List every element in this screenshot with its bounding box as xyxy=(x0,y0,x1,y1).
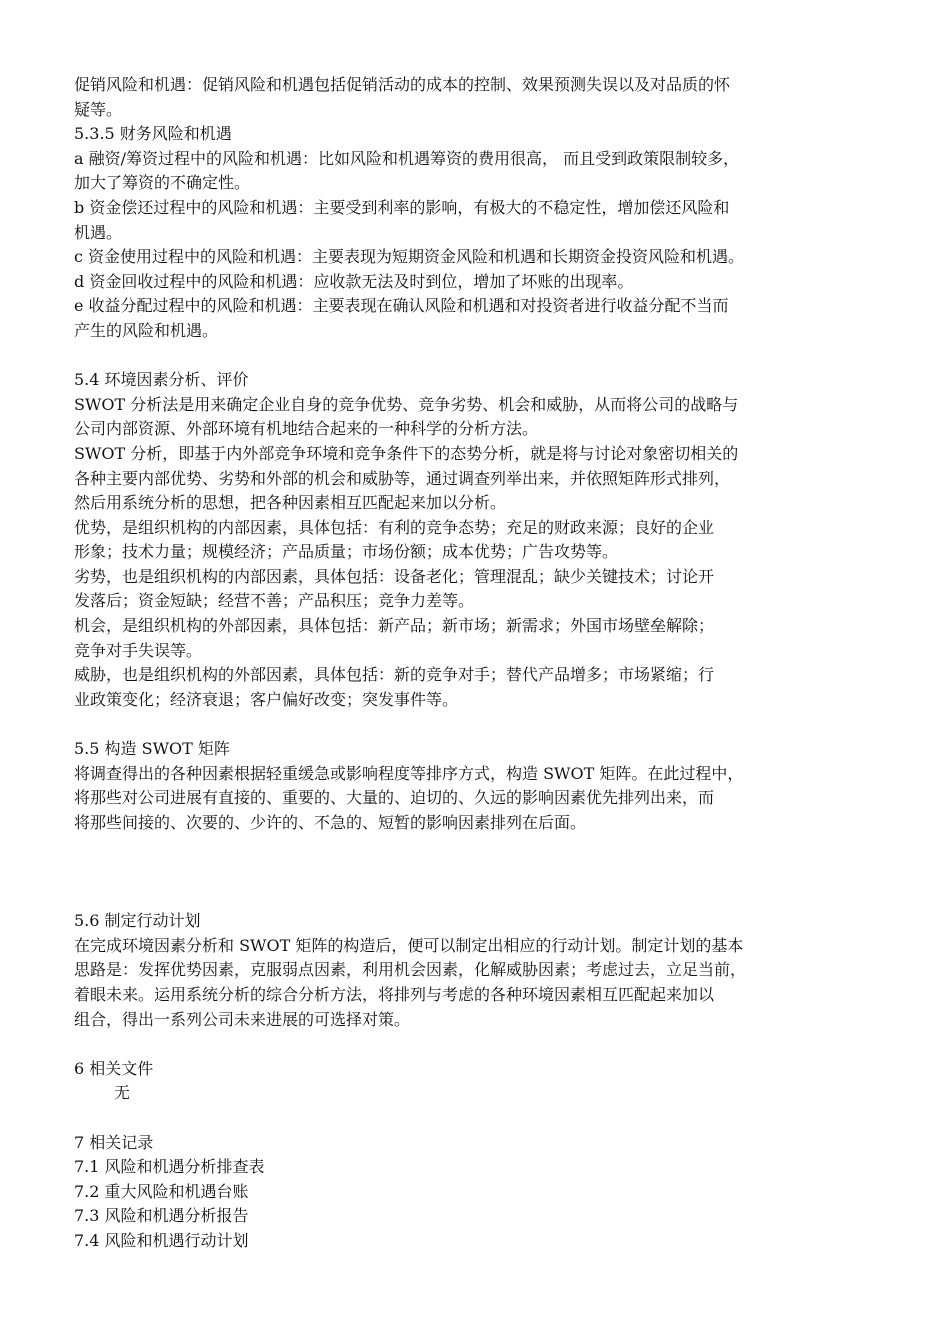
paragraph-line: a 融资/筹资过程中的风险和机遇：比如风险和机遇筹资的费用很高， 而且受到政策限制较多， xyxy=(74,148,740,168)
section-heading: 5.6 制定行动计划 xyxy=(74,911,201,931)
paragraph-line: b 资金偿还过程中的风险和机遇：主要受到利率的影响，有极大的不稳定性，增加偿还风险和 xyxy=(74,197,730,217)
paragraph-line: 在完成环境因素分析和 SWOT 矩阵的构造后，便可以制定出相应的行动计划。制定计划的基本 xyxy=(74,935,744,955)
paragraph-line: 产生的风险和机遇。 xyxy=(74,320,219,340)
paragraph-line: 将那些对公司进展有直接的、重要的、大量的、迫切的、久远的影响因素优先排列出来，而 xyxy=(74,788,715,808)
paragraph-line: 竞争对手失误等。 xyxy=(74,640,203,660)
blank-spacer xyxy=(74,885,874,910)
paragraph-line: 然后用系统分析的思想，把各种因素相互匹配起来加以分析。 xyxy=(74,493,507,513)
paragraph-line: SWOT 分析法是用来确定企业自身的竞争优势、竞争劣势、机会和威胁，从而将公司的战略与 xyxy=(74,394,739,414)
paragraph-line: SWOT 分析，即基于内外部竞争环境和竞争条件下的态势分析，就是将与讨论对象密切相关的 xyxy=(74,443,739,463)
paragraph-line: 业政策变化；经济衰退；客户偏好改变；突发事件等。 xyxy=(74,689,459,709)
section-heading: 5.4 环境因素分析、评价 xyxy=(74,370,249,390)
paragraph-line: 疑等。 xyxy=(74,99,123,119)
paragraph-line: 无 xyxy=(114,1083,131,1103)
paragraph-line: 着眼未来。运用系统分析的综合分析方法，将排列与考虑的各种环境因素相互匹配起来加以 xyxy=(74,984,715,1004)
paragraph-line: 将调查得出的各种因素根据轻重缓急或影响程度等排序方式，构造 SWOT 矩阵。在此过程中， xyxy=(74,763,744,783)
section-heading: 5.5 构造 SWOT 矩阵 xyxy=(74,739,230,759)
paragraph-line: d 资金回收过程中的风险和机遇：应收款无法及时到位，增加了坏账的出现率。 xyxy=(74,271,634,291)
paragraph-line: 发落后；资金短缺；经营不善；产品积压；竞争力差等。 xyxy=(74,591,475,611)
paragraph-line: 机会，是组织机构的外部因素，具体包括：新产品；新市场；新需求；外国市场壁垒解除； xyxy=(74,616,715,636)
record-item: 7.1 风险和机遇分析排查表 xyxy=(74,1157,265,1177)
blank-spacer xyxy=(74,344,874,369)
paragraph-line: 将那些间接的、次要的、少许的、不急的、短暂的影响因素排列在后面。 xyxy=(74,812,587,832)
paragraph-line: 劣势，也是组织机构的内部因素，具体包括：设备老化；管理混乱；缺少关键技术；讨论开 xyxy=(74,566,715,586)
blank-spacer xyxy=(74,712,874,737)
paragraph-line: 各种主要内部优势、劣势和外部的机会和威胁等，通过调查列举出来，并依照矩阵形式排列， xyxy=(74,468,731,488)
paragraph-line: 组合，得出一系列公司未来进展的可选择对策。 xyxy=(74,1009,411,1029)
paragraph-line: 加大了筹资的不确定性。 xyxy=(74,173,251,193)
document-page xyxy=(74,73,874,1254)
section-heading: 6 相关文件 xyxy=(74,1058,154,1078)
paragraph-line: c 资金使用过程中的风险和机遇：主要表现为短期资金风险和机遇和长期资金投资风险和机遇。 xyxy=(74,247,745,267)
section-heading: 5.3.5 财务风险和机遇 xyxy=(74,124,232,144)
record-item: 7.3 风险和机遇分析报告 xyxy=(74,1206,249,1226)
paragraph-line: 促销风险和机遇：促销风险和机遇包括促销活动的成本的控制、效果预测失误以及对品质的怀 xyxy=(74,75,731,94)
paragraph-line: 机遇。 xyxy=(74,222,123,242)
paragraph-line: 思路是：发挥优势因素，克服弱点因素，利用机会因素，化解威胁因素；考虑过去，立足当前， xyxy=(74,960,747,980)
blank-spacer xyxy=(74,835,874,884)
blank-spacer xyxy=(74,1032,874,1057)
record-item: 7.2 重大风险和机遇台账 xyxy=(74,1181,249,1201)
paragraph-line: 优势，是组织机构的内部因素，具体包括：有利的竞争态势；充足的财政来源；良好的企业 xyxy=(74,517,715,537)
paragraph-line: 威胁，也是组织机构的外部因素，具体包括：新的竞争对手；替代产品增多；市场紧缩；行 xyxy=(74,665,715,685)
record-item: 7.4 风险和机遇行动计划 xyxy=(74,1230,249,1250)
paragraph-line: 公司内部资源、外部环境有机地结合起来的一种科学的分析方法。 xyxy=(74,419,539,439)
paragraph-line: 形象；技术力量；规模经济；产品质量；市场份额；成本优势；广告攻势等。 xyxy=(74,542,619,562)
section-heading: 7 相关记录 xyxy=(74,1132,154,1152)
paragraph-line: e 收益分配过程中的风险和机遇：主要表现在确认风险和机遇和对投资者进行收益分配不当而 xyxy=(74,296,729,316)
blank-spacer xyxy=(74,1106,874,1131)
